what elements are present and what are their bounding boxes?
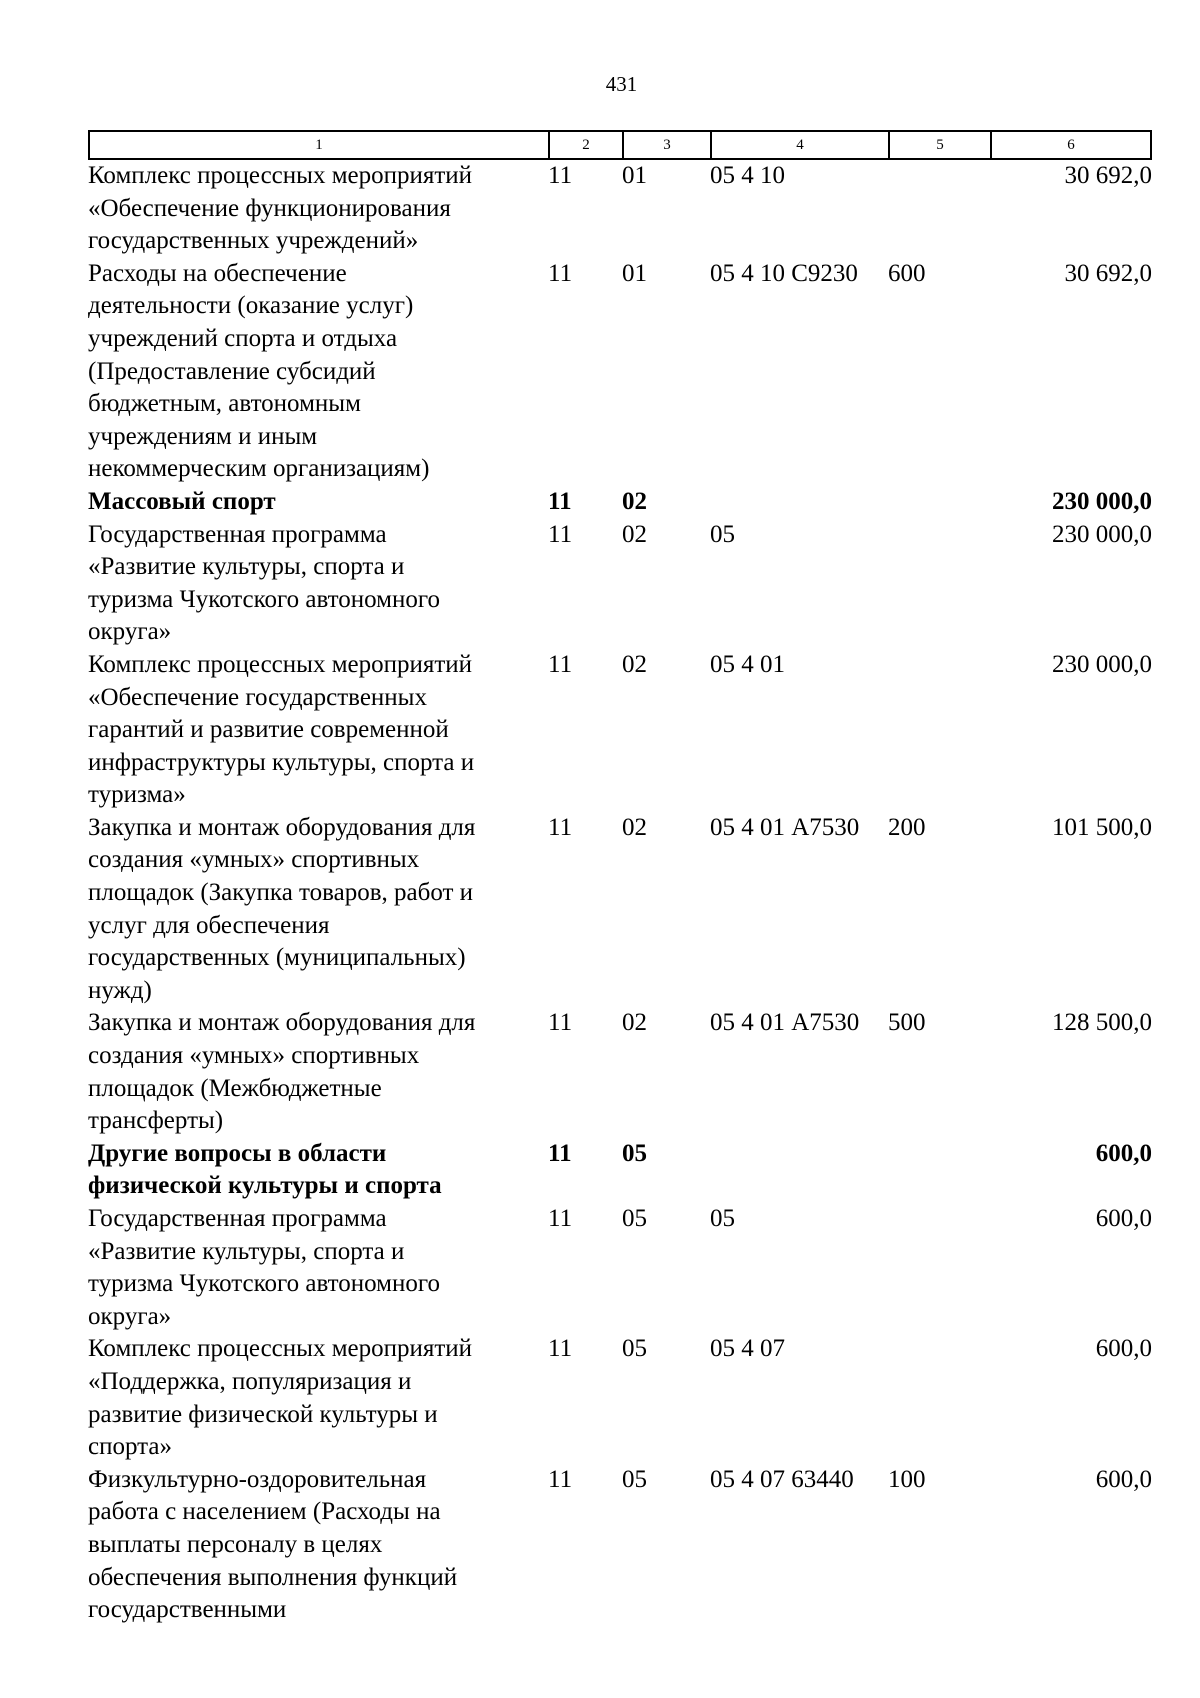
row-subsection: 01 xyxy=(622,162,647,189)
row-description: Закупка и монтаж оборудования для создания «умных» спортивных площадок (Межбюджетные трансферты) xyxy=(88,1009,476,1135)
row-section: 11 xyxy=(548,520,573,548)
row-section: 11 xyxy=(548,1335,573,1363)
row-target-article: 05 xyxy=(710,1205,735,1232)
row-amount: 30 692,0 xyxy=(1064,162,1152,189)
table-row xyxy=(88,160,1152,258)
row-expense-type xyxy=(888,1138,990,1203)
header-col-2: 2 xyxy=(550,132,624,158)
table-row xyxy=(88,1007,1152,1137)
row-amount: 600,0 xyxy=(1095,1139,1152,1167)
row-description: Физкультурно-оздоровительная работа с населением (Расходы на выплаты персоналу в целях обеспечения выполнения функций государственными xyxy=(88,1465,458,1624)
row-target-article: 05 4 10 xyxy=(710,162,785,189)
row-expense-type: 100 xyxy=(888,1465,926,1493)
header-col-1: 1 xyxy=(90,132,550,158)
header-col-6: 6 xyxy=(1067,137,1075,153)
row-expense-type xyxy=(888,1203,990,1333)
row-section: 11 xyxy=(548,487,572,515)
row-section: 11 xyxy=(548,1139,572,1167)
row-expense-type: 600 xyxy=(888,259,926,287)
row-subsection: 01 xyxy=(622,259,647,287)
row-expense-type xyxy=(888,1333,990,1463)
header-col-4: 4 xyxy=(712,132,890,158)
table-row xyxy=(88,486,1152,519)
row-amount: 128 500,0 xyxy=(1052,1009,1152,1037)
row-target-article xyxy=(710,486,888,519)
row-target-article: 05 4 01 А7530 xyxy=(710,1009,860,1037)
row-expense-type xyxy=(888,160,990,258)
row-subsection: 05 xyxy=(622,1335,647,1363)
row-description: Расходы на обеспечение деятельности (оказание услуг) учреждений спорта и отдыха (Предоставление субсидий бюджетным, автономным учреждениям и иным некоммерческим организациям) xyxy=(88,259,430,483)
row-description: Комплекс процессных мероприятий «Обеспечение функционирования государственных учреждений» xyxy=(88,162,473,255)
row-target-article: 05 4 07 63440 xyxy=(710,1465,854,1493)
row-target-article: 05 xyxy=(710,520,735,548)
header-col-3: 3 xyxy=(624,132,712,158)
row-section: 11 xyxy=(548,259,573,287)
row-amount: 230 000,0 xyxy=(1052,520,1152,548)
row-subsection: 05 xyxy=(622,1139,647,1167)
row-expense-type xyxy=(888,649,990,812)
row-amount: 600,0 xyxy=(1095,1335,1152,1363)
table-row xyxy=(88,1333,1152,1463)
row-amount: 600,0 xyxy=(1095,1465,1152,1493)
row-section: 11 xyxy=(548,650,573,678)
row-description: Массовый спорт xyxy=(88,487,276,515)
page-number: 431 xyxy=(605,72,638,96)
budget-table-body xyxy=(88,160,1152,1627)
row-description: Государственная программа «Развитие культуры, спорта и туризма Чукотского автономного округа» xyxy=(88,520,440,646)
row-amount: 600,0 xyxy=(1095,1205,1152,1232)
row-target-article: 05 4 01 xyxy=(710,650,785,678)
row-subsection: 05 xyxy=(622,1465,647,1493)
row-expense-type: 500 xyxy=(888,1009,926,1037)
row-amount: 230 000,0 xyxy=(1052,487,1152,515)
row-target-article: 05 4 01 А7530 xyxy=(710,813,860,841)
table-row xyxy=(88,812,1152,1008)
row-subsection: 02 xyxy=(622,487,647,515)
row-subsection: 02 xyxy=(622,813,647,841)
row-section: 11 xyxy=(548,1205,573,1232)
row-section: 11 xyxy=(548,813,573,841)
row-section: 11 xyxy=(548,162,573,189)
row-description: Закупка и монтаж оборудования для создания «умных» спортивных площадок (Закупка товаров, работ и услуг для обеспечения государственных (муниципальных) нужд) xyxy=(88,813,476,1004)
table-row xyxy=(88,258,1152,486)
row-target-article xyxy=(710,1138,888,1203)
row-subsection: 05 xyxy=(622,1205,647,1232)
table-row xyxy=(88,1203,1152,1333)
row-amount: 101 500,0 xyxy=(1052,813,1152,841)
row-description: Другие вопросы в области физической культуры и спорта xyxy=(88,1139,442,1200)
row-amount: 230 000,0 xyxy=(1052,650,1152,678)
table-header xyxy=(88,130,1152,160)
row-description: Комплекс процессных мероприятий «Поддержка, популяризация и развитие физической культуры и спорта» xyxy=(88,1335,473,1461)
row-target-article: 05 4 07 xyxy=(710,1335,785,1363)
row-expense-type xyxy=(888,486,990,519)
row-target-article: 05 4 10 С9230 xyxy=(710,259,858,287)
row-subsection: 02 xyxy=(622,520,647,548)
row-subsection: 02 xyxy=(622,650,647,678)
row-expense-type xyxy=(888,519,990,649)
table-row xyxy=(88,1138,1152,1203)
header-col-5: 5 xyxy=(890,132,992,158)
row-subsection: 02 xyxy=(622,1009,647,1037)
row-expense-type: 200 xyxy=(888,813,926,841)
row-amount: 30 692,0 xyxy=(1064,259,1152,287)
row-section: 11 xyxy=(548,1465,573,1493)
table-row xyxy=(88,649,1152,812)
row-section: 11 xyxy=(548,1009,573,1037)
table-row xyxy=(88,519,1152,649)
row-description: Государственная программа «Развитие культуры, спорта и туризма Чукотского автономного округа» xyxy=(88,1205,440,1330)
table-row xyxy=(88,1464,1152,1627)
row-description: Комплекс процессных мероприятий «Обеспечение государственных гарантий и развитие современной инфраструктуры культуры, спорта и туризма» xyxy=(88,650,475,809)
